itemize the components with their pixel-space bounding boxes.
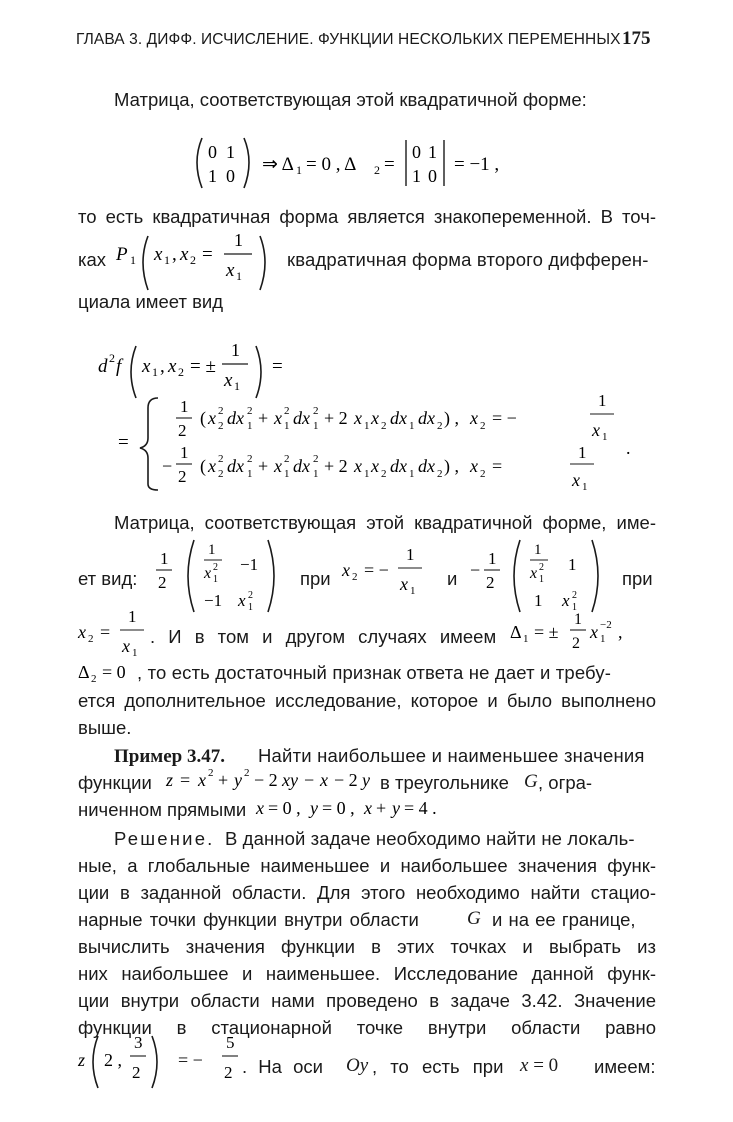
page-number: 175 bbox=[622, 28, 651, 49]
svg-text:y: y bbox=[234, 770, 242, 790]
svg-text:x: x bbox=[562, 591, 570, 610]
paragraph-line-start: ет вид: bbox=[78, 568, 138, 589]
svg-text:dx: dx bbox=[227, 408, 244, 428]
svg-text:1: 1 bbox=[180, 397, 189, 416]
svg-text:x: x bbox=[592, 420, 600, 440]
svg-text:1: 1 bbox=[409, 468, 415, 480]
svg-text:1: 1 bbox=[568, 555, 577, 574]
example-label: Пример 3.47. bbox=[114, 746, 225, 767]
svg-text:2: 2 bbox=[190, 253, 196, 267]
formula-x2-neg-svg bbox=[340, 546, 430, 606]
svg-text:+ 2: + 2 bbox=[324, 456, 348, 476]
svg-text:= 0: = 0 bbox=[102, 662, 126, 682]
svg-text:x: x bbox=[256, 798, 264, 818]
svg-text:1: 1 bbox=[313, 468, 319, 480]
svg-text:2: 2 bbox=[284, 453, 290, 465]
formula-point-p1 bbox=[112, 228, 282, 299]
svg-text:= ±: = ± bbox=[534, 622, 559, 642]
svg-text:1: 1 bbox=[488, 549, 497, 568]
svg-text:2: 2 bbox=[178, 365, 184, 379]
formula-x2-neg bbox=[340, 546, 430, 611]
paragraph-line-mid: . На оси bbox=[242, 1056, 323, 1077]
svg-text:1: 1 bbox=[574, 611, 582, 628]
svg-text:x: x bbox=[354, 408, 362, 428]
svg-text:1: 1 bbox=[284, 468, 290, 480]
svg-text:1: 1 bbox=[247, 468, 253, 480]
svg-text:1: 1 bbox=[164, 253, 170, 267]
svg-text:= ±: = ± bbox=[190, 356, 216, 377]
paragraph-word: при bbox=[622, 568, 653, 589]
paragraph-line: то есть квадратичная форма является знакопеременной. В точ- bbox=[78, 206, 656, 227]
svg-text:x: x bbox=[224, 370, 233, 391]
svg-text:1: 1 bbox=[130, 253, 136, 267]
svg-text:2: 2 bbox=[224, 1063, 233, 1082]
svg-text:= −: = − bbox=[178, 1050, 203, 1070]
svg-text:2: 2 bbox=[486, 573, 495, 592]
svg-text:−: − bbox=[470, 560, 481, 580]
paragraph-line-start: ках bbox=[78, 249, 107, 270]
svg-text:0: 0 bbox=[208, 142, 217, 162]
paragraph-line-start: функции bbox=[78, 772, 152, 793]
svg-text:1: 1 bbox=[364, 468, 370, 480]
svg-text:x: x bbox=[371, 408, 379, 428]
svg-text:−1: −1 bbox=[204, 591, 223, 610]
paragraph-line: выше. bbox=[78, 717, 132, 738]
svg-text:=: = bbox=[202, 244, 213, 265]
formula-stationary-value-svg bbox=[76, 1026, 256, 1092]
svg-text:1: 1 bbox=[313, 420, 319, 432]
svg-text:x: x bbox=[342, 560, 350, 580]
svg-text:Δ: Δ bbox=[78, 662, 90, 682]
svg-text:2: 2 bbox=[218, 405, 224, 417]
svg-text:,: , bbox=[160, 356, 165, 377]
svg-text:1: 1 bbox=[152, 365, 158, 379]
svg-text:y: y bbox=[310, 798, 318, 818]
svg-text:x: x bbox=[274, 456, 282, 476]
svg-text:1: 1 bbox=[231, 340, 240, 360]
svg-text:(: ( bbox=[200, 456, 206, 476]
svg-text:0: 0 bbox=[412, 142, 421, 162]
svg-text:2: 2 bbox=[178, 421, 187, 440]
svg-text:x: x bbox=[320, 770, 328, 790]
svg-text:1: 1 bbox=[600, 633, 606, 645]
paragraph-line-end: , огра- bbox=[538, 772, 593, 793]
svg-text:,: , bbox=[618, 622, 623, 642]
svg-text:1: 1 bbox=[412, 166, 421, 186]
svg-text:x: x bbox=[364, 798, 372, 818]
svg-text:1: 1 bbox=[213, 574, 218, 585]
svg-text:x: x bbox=[226, 260, 235, 281]
svg-text:2: 2 bbox=[218, 420, 224, 432]
svg-text:2: 2 bbox=[381, 420, 387, 432]
svg-text:1: 1 bbox=[406, 546, 415, 564]
svg-text:1: 1 bbox=[602, 431, 608, 443]
svg-text:−2: −2 bbox=[600, 619, 612, 631]
svg-text:2: 2 bbox=[208, 767, 214, 779]
svg-text:1: 1 bbox=[236, 269, 242, 283]
svg-text:2: 2 bbox=[218, 468, 224, 480]
svg-text:2: 2 bbox=[178, 467, 187, 486]
svg-text:−: − bbox=[304, 770, 315, 790]
paragraph-line-mid: в треугольнике bbox=[380, 772, 509, 793]
svg-text:,: , bbox=[172, 244, 177, 265]
svg-text:+: + bbox=[218, 770, 229, 790]
svg-text:x: x bbox=[142, 356, 151, 377]
svg-text:x: x bbox=[122, 636, 130, 656]
svg-text:=: = bbox=[272, 356, 283, 377]
svg-text:1: 1 bbox=[534, 591, 543, 610]
svg-text:1: 1 bbox=[296, 163, 302, 177]
condition-x-zero: x = 0 bbox=[520, 1055, 559, 1076]
svg-text:= 0 ,: = 0 , bbox=[322, 798, 355, 818]
svg-text:−1: −1 bbox=[240, 555, 259, 574]
svg-text:x: x bbox=[371, 456, 379, 476]
svg-text:= −: = − bbox=[364, 560, 389, 580]
svg-text:dx: dx bbox=[418, 408, 435, 428]
solution-label: Решение. bbox=[114, 828, 215, 849]
svg-text:1: 1 bbox=[208, 166, 217, 186]
paragraph-line-rest: Найти наибольшее и наименьшее значения bbox=[258, 745, 645, 766]
svg-text:− 2: − 2 bbox=[254, 770, 278, 790]
svg-text:0: 0 bbox=[428, 166, 437, 186]
svg-text:x: x bbox=[274, 408, 282, 428]
svg-text:dx: dx bbox=[293, 456, 310, 476]
svg-text:2: 2 bbox=[313, 405, 319, 417]
svg-text:+ 2: + 2 bbox=[324, 408, 348, 428]
svg-text:1: 1 bbox=[578, 443, 587, 462]
paragraph-line: них наибольшее и наименьшее. Исследование данной функ- bbox=[78, 963, 656, 984]
svg-text:2: 2 bbox=[381, 468, 387, 480]
svg-text:1: 1 bbox=[248, 602, 253, 613]
paragraph-word: и bbox=[447, 568, 458, 589]
svg-text:xy: xy bbox=[282, 770, 298, 790]
svg-text:2: 2 bbox=[480, 420, 486, 432]
svg-text:1: 1 bbox=[539, 574, 544, 585]
formula-delta1 bbox=[508, 608, 658, 669]
svg-text:z: z bbox=[166, 770, 174, 790]
svg-text:2: 2 bbox=[247, 405, 253, 417]
svg-text:=: = bbox=[180, 770, 191, 790]
svg-text:x: x bbox=[590, 622, 598, 642]
svg-text:x: x bbox=[238, 591, 246, 610]
running-title: ГЛАВА 3. ДИФФ. ИСЧИСЛЕНИЕ. ФУНКЦИИ НЕСКОЛЬКИХ ПЕРЕМЕННЫХ bbox=[76, 31, 621, 48]
paragraph-line: Матрица, соответствующая этой квадратичной форме, име- bbox=[114, 512, 656, 533]
svg-text:x: x bbox=[354, 456, 362, 476]
svg-text:y: y bbox=[362, 770, 370, 790]
svg-text:Δ: Δ bbox=[510, 622, 522, 642]
svg-text:1: 1 bbox=[598, 391, 607, 410]
svg-text:5: 5 bbox=[226, 1033, 235, 1052]
svg-text:− 2: − 2 bbox=[334, 770, 358, 790]
formula-second-differential bbox=[96, 334, 656, 499]
formula-point-p1-svg bbox=[112, 228, 282, 294]
axis-oy: Oy bbox=[346, 1055, 369, 1076]
svg-text:1: 1 bbox=[428, 142, 437, 162]
svg-text:2: 2 bbox=[374, 163, 380, 177]
svg-text:1: 1 bbox=[284, 420, 290, 432]
svg-text:1: 1 bbox=[582, 481, 588, 493]
svg-text:f: f bbox=[116, 356, 122, 377]
svg-text:1: 1 bbox=[234, 230, 243, 250]
formula-matrix-deltas bbox=[192, 134, 532, 199]
svg-text:x: x bbox=[572, 470, 580, 490]
svg-text:2: 2 bbox=[213, 562, 218, 573]
svg-text:1: 1 bbox=[128, 608, 137, 626]
paragraph-line-mid: , то есть при bbox=[372, 1056, 504, 1077]
svg-text:2: 2 bbox=[539, 562, 544, 573]
paragraph-line-end: и на ее границе, bbox=[492, 909, 636, 930]
formula-lines-svg bbox=[254, 792, 484, 822]
svg-text:2: 2 bbox=[247, 453, 253, 465]
svg-text:+: + bbox=[376, 798, 387, 818]
svg-text:) ,: ) , bbox=[444, 456, 459, 476]
svg-text:2: 2 bbox=[352, 571, 358, 583]
paragraph-word: при bbox=[300, 568, 331, 589]
svg-text:+: + bbox=[258, 456, 269, 476]
svg-text:dx: dx bbox=[227, 456, 244, 476]
svg-text:x: x bbox=[204, 565, 212, 582]
svg-text:x: x bbox=[78, 622, 86, 642]
svg-text:dx: dx bbox=[390, 408, 407, 428]
svg-text:1: 1 bbox=[247, 420, 253, 432]
svg-text:dx: dx bbox=[418, 456, 435, 476]
svg-text:= 0 , Δ: = 0 , Δ bbox=[306, 154, 357, 175]
svg-text:= −1 ,: = −1 , bbox=[454, 154, 500, 175]
svg-text:1: 1 bbox=[160, 549, 169, 568]
paragraph-line-rest: В данной задаче необходимо найти не локаль- bbox=[225, 828, 635, 849]
svg-text:2: 2 bbox=[248, 590, 253, 601]
svg-text:2 ,: 2 , bbox=[104, 1050, 122, 1070]
svg-text:2: 2 bbox=[109, 351, 115, 365]
svg-text:.: . bbox=[626, 438, 631, 458]
svg-text:+: + bbox=[258, 408, 269, 428]
paragraph-line: циала имеет вид bbox=[78, 291, 224, 312]
svg-text:x: x bbox=[208, 408, 216, 428]
paragraph-line: вычислить значения функции в этих точках и выбрать из bbox=[78, 936, 656, 957]
svg-text:2: 2 bbox=[572, 635, 580, 652]
svg-text:=: = bbox=[118, 432, 129, 453]
svg-text:2: 2 bbox=[244, 767, 250, 779]
svg-text:= 4 .: = 4 . bbox=[404, 798, 437, 818]
svg-text:x: x bbox=[168, 356, 177, 377]
svg-text:x: x bbox=[400, 574, 408, 594]
svg-text:1: 1 bbox=[534, 542, 542, 558]
paragraph-matrix-intro: Матрица, соответствующая этой квадратичной форме: bbox=[114, 89, 587, 110]
svg-text:2: 2 bbox=[88, 633, 94, 645]
svg-text:x: x bbox=[154, 244, 163, 265]
svg-text:P: P bbox=[116, 244, 128, 265]
svg-text:1: 1 bbox=[132, 647, 138, 659]
svg-text:2: 2 bbox=[572, 590, 577, 601]
svg-text:= −: = − bbox=[492, 408, 517, 428]
paragraph-line: функции в стационарной точке внутри области равно bbox=[78, 1017, 656, 1038]
svg-text:) ,: ) , bbox=[444, 408, 459, 428]
svg-text:dx: dx bbox=[293, 408, 310, 428]
paragraph-line: ции внутри области нами проведено в задаче 3.42. Значение bbox=[78, 990, 656, 1011]
svg-text:2: 2 bbox=[158, 573, 167, 592]
svg-text:=: = bbox=[100, 622, 111, 642]
paragraph-line: ные, а глобальные наименьшее и наибольшее значения функ- bbox=[78, 855, 656, 876]
svg-text:(: ( bbox=[200, 408, 206, 428]
paragraph-line-start: нарные точки функции внутри области bbox=[78, 909, 419, 930]
paragraph-line-rest: , то есть достаточный признак ответа не дает и требу- bbox=[137, 662, 612, 683]
svg-text:2: 2 bbox=[313, 453, 319, 465]
svg-text:=: = bbox=[492, 456, 503, 476]
formula-stationary-value bbox=[76, 1026, 256, 1097]
svg-text:1: 1 bbox=[409, 420, 415, 432]
svg-text:2: 2 bbox=[284, 405, 290, 417]
paragraph-line-rest: . И в том и другом случаях имеем bbox=[150, 626, 497, 647]
svg-text:2: 2 bbox=[132, 1063, 141, 1082]
svg-text:=: = bbox=[384, 154, 395, 175]
paragraph-line-rest: квадратичная форма второго дифферен- bbox=[287, 249, 649, 270]
paragraph-line: ется дополнительное исследование, которое и было выполнено bbox=[78, 690, 656, 711]
svg-text:2: 2 bbox=[218, 453, 224, 465]
svg-text:1: 1 bbox=[364, 420, 370, 432]
svg-text:2: 2 bbox=[480, 468, 486, 480]
svg-text:dx: dx bbox=[390, 456, 407, 476]
paragraph-line-end: имеем: bbox=[594, 1056, 656, 1077]
svg-text:x: x bbox=[198, 770, 206, 790]
svg-text:1: 1 bbox=[410, 585, 416, 597]
svg-text:−: − bbox=[162, 456, 173, 476]
svg-text:z: z bbox=[78, 1050, 86, 1070]
region-g: G bbox=[524, 771, 538, 792]
formula-second-differential-svg bbox=[96, 334, 656, 494]
formula-delta1-svg bbox=[508, 608, 658, 664]
paragraph-line: ции в заданной области. Для этого необходимо найти стацио- bbox=[78, 882, 656, 903]
region-g: G bbox=[467, 908, 481, 929]
svg-text:d: d bbox=[98, 356, 108, 377]
svg-text:x: x bbox=[180, 244, 189, 265]
svg-text:2: 2 bbox=[91, 673, 97, 685]
svg-text:⇒ Δ: ⇒ Δ bbox=[262, 154, 294, 175]
svg-text:= 0 ,: = 0 , bbox=[268, 798, 301, 818]
svg-text:1: 1 bbox=[208, 542, 216, 558]
svg-text:x: x bbox=[470, 456, 478, 476]
svg-text:1: 1 bbox=[523, 633, 529, 645]
formula-lines bbox=[254, 792, 484, 827]
paragraph-line-start: ниченном прямыми bbox=[78, 799, 247, 820]
svg-text:x: x bbox=[208, 456, 216, 476]
formula-matrix-deltas-svg bbox=[192, 134, 532, 194]
svg-text:2: 2 bbox=[437, 468, 443, 480]
svg-text:0: 0 bbox=[226, 166, 235, 186]
svg-text:2: 2 bbox=[437, 420, 443, 432]
svg-text:1: 1 bbox=[572, 602, 577, 613]
svg-text:y: y bbox=[392, 798, 400, 818]
svg-text:x: x bbox=[530, 565, 538, 582]
svg-text:1: 1 bbox=[226, 142, 235, 162]
svg-text:1: 1 bbox=[234, 379, 240, 393]
formula-matrix-second-svg bbox=[468, 536, 618, 616]
svg-text:3: 3 bbox=[134, 1033, 143, 1052]
svg-text:x: x bbox=[470, 408, 478, 428]
svg-text:1: 1 bbox=[180, 443, 189, 462]
